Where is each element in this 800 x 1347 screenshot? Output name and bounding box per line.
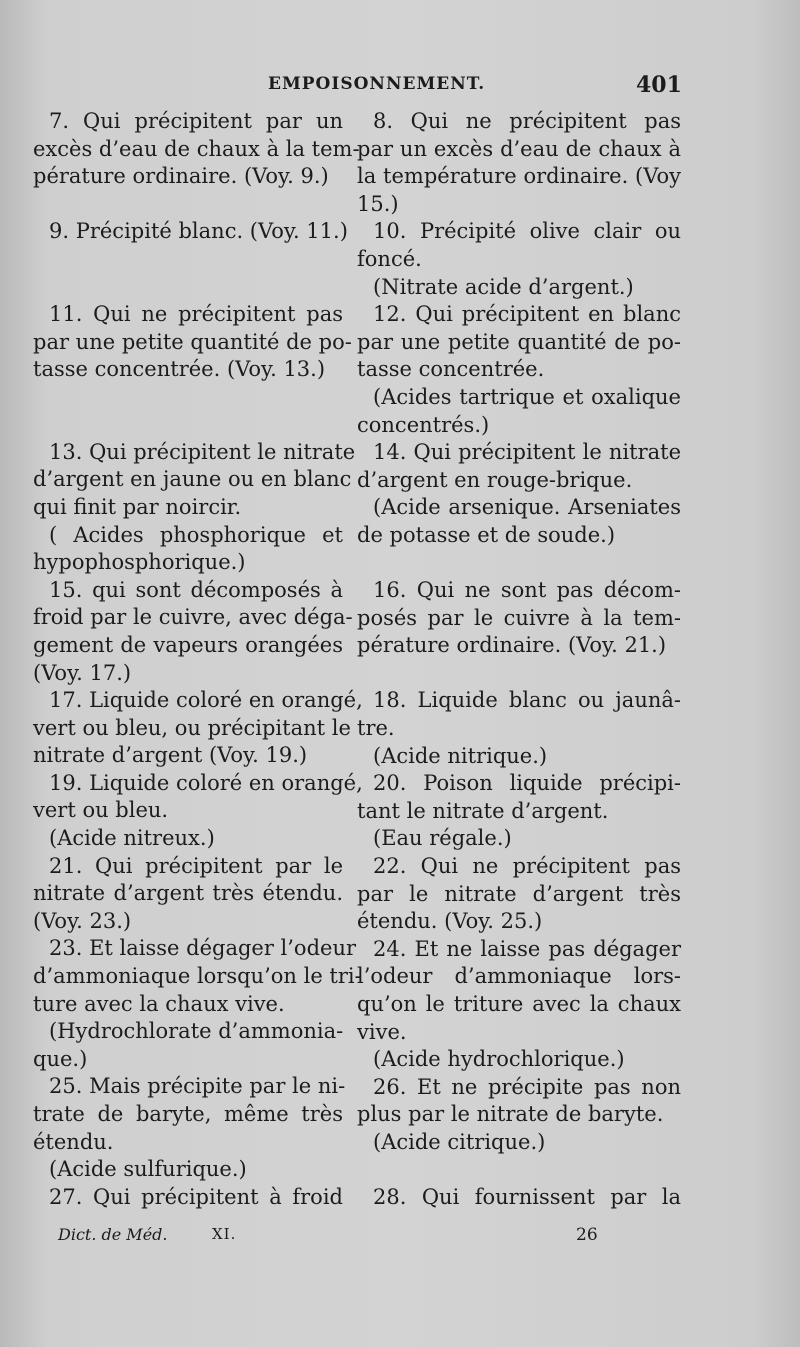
text-line: (Voy. 17.) — [33, 660, 132, 685]
text-line: qu’on le triture avec la chaux — [357, 992, 681, 1016]
running-title: EMPOISONNEMENT. — [268, 74, 486, 94]
text-line: 23. Et laisse dégager l’odeur — [49, 936, 357, 961]
text-line: (Acide nitrique.) — [373, 743, 548, 768]
text-line: étendu. (Voy. 25.) — [357, 909, 543, 934]
text-line: foncé. — [357, 246, 422, 271]
page-number: 401 — [636, 72, 682, 98]
paragraph-gap — [33, 191, 343, 219]
text-line: tasse concentrée. — [357, 357, 545, 382]
text-line: posés par le cuivre à la tem- — [357, 605, 681, 630]
text-line: (Hydrochlorate d’ammonia- — [49, 1019, 344, 1044]
text-line: par un excès d’eau de chaux à — [357, 136, 681, 161]
text-line: 18. Liquide blanc ou jaunâ- — [373, 688, 681, 713]
text-line: (Acide citrique.) — [373, 1129, 546, 1154]
text-line: 20. Poison liquide précipi- — [373, 771, 681, 796]
text-line: (Acide arsenique. Arseniates — [373, 495, 681, 520]
text-line: 15.) — [357, 191, 399, 216]
text-line: de potasse et de soude.) — [357, 522, 616, 547]
paragraph-gap — [33, 246, 343, 301]
text-line: pérature ordinaire. (Voy. 21.) — [357, 633, 667, 658]
text-line: 15. qui sont décomposés à — [49, 577, 343, 602]
text-line: nitrate d’argent très étendu. — [33, 881, 343, 906]
text-line: qui finit par noircir. — [33, 494, 242, 519]
paragraph-gap — [33, 384, 343, 439]
text-line: 19. Liquide coloré en orangé, — [49, 770, 363, 795]
text-line: par une petite quantité de po- — [357, 329, 681, 354]
text-line: (Nitrate acide d’argent.) — [373, 274, 634, 299]
text-line: 28. Qui fournissent par la — [373, 1185, 681, 1210]
footer-volume: XI. — [212, 1225, 237, 1243]
text-line: 27. Qui précipitent à froid — [49, 1184, 343, 1209]
text-line: étendu. — [33, 1129, 114, 1154]
text-line: trate de baryte, même très — [33, 1102, 343, 1126]
text-line: (Voy. 23.) — [33, 908, 132, 933]
text-line: (Acides tartrique et oxalique — [373, 384, 681, 409]
footer-signature: 26 — [576, 1225, 598, 1245]
text-line: nitrate d’argent (Voy. 19.) — [33, 743, 308, 768]
text-line: ( Acides phosphorique et — [49, 522, 343, 547]
page-header — [0, 72, 800, 102]
text-line: (Eau régale.) — [373, 826, 512, 851]
text-line: gement de vapeurs orangées — [33, 632, 343, 657]
text-line: ture avec la chaux vive. — [33, 991, 285, 1016]
text-line: 25. Mais précipite par le ni- — [49, 1074, 346, 1099]
text-line: d’argent en jaune ou en blanc — [33, 467, 352, 492]
page-footer — [0, 1225, 800, 1253]
text-line: 26. Et ne précipite pas non — [373, 1074, 681, 1099]
text-line: 7. Qui précipitent par un — [49, 109, 343, 133]
text-line: 21. Qui précipitent par le — [49, 853, 343, 878]
text-line: (Acide sulfurique.) — [49, 1157, 247, 1182]
text-line: 16. Qui ne sont pas décom- — [373, 578, 681, 603]
text-line: que.) — [33, 1046, 88, 1071]
text-line: tant le nitrate d’argent. — [357, 798, 609, 823]
text-line: vert ou bleu, ou précipitant le — [33, 715, 351, 740]
text-line: par le nitrate d’argent très — [357, 881, 681, 906]
text-line: l’odeur d’ammoniaque lors- — [357, 964, 681, 989]
text-line: par une petite quantité de po- — [33, 329, 352, 354]
text-line: 9. Précipité blanc. (Voy. 11.) — [49, 219, 348, 244]
text-line: plus par le nitrate de baryte. — [357, 1102, 664, 1127]
text-line: 12. Qui précipitent en blanc — [373, 302, 681, 327]
text-line: 11. Qui ne précipitent pas — [49, 301, 343, 326]
text-line: la température ordinaire. (Voy — [357, 164, 681, 189]
paragraph-gap — [357, 660, 681, 688]
text-line: d’argent en rouge-brique. — [357, 467, 633, 492]
text-line: vive. — [357, 1019, 407, 1044]
paragraph-gap — [357, 550, 681, 578]
left-column — [33, 108, 363, 1211]
text-line: 13. Qui précipitent le nitrate — [49, 439, 356, 464]
text-line: tre. — [357, 716, 395, 741]
text-line: (Acide nitreux.) — [49, 826, 215, 851]
text-line: 17. Liquide coloré en orangé, — [49, 688, 363, 713]
footer-source: Dict. de Méd. — [58, 1225, 168, 1244]
text-line: concentrés.) — [357, 412, 490, 437]
text-line: froid par le cuivre, avec déga- — [33, 605, 353, 630]
paragraph-gap — [357, 1157, 681, 1185]
text-line: vert ou bleu. — [33, 798, 169, 823]
text-line: (Acide hydrochlorique.) — [373, 1047, 625, 1072]
text-line: excès d’eau de chaux à la tem- — [33, 136, 360, 161]
right-column — [357, 108, 681, 1212]
text-line: 10. Précipité olive clair ou — [373, 219, 681, 244]
text-line: 22. Qui ne précipitent pas — [373, 854, 681, 879]
text-line: tasse concentrée. (Voy. 13.) — [33, 357, 326, 382]
text-line: hypophosphorique.) — [33, 550, 246, 575]
text-line: pérature ordinaire. (Voy. 9.) — [33, 164, 329, 189]
text-line: d’ammoniaque lorsqu’on le tri- — [33, 964, 362, 989]
text-line: 8. Qui ne précipitent pas — [373, 109, 681, 133]
text-line: 24. Et ne laisse pas dégager — [373, 936, 681, 961]
text-line: 14. Qui précipitent le nitrate — [373, 440, 681, 465]
